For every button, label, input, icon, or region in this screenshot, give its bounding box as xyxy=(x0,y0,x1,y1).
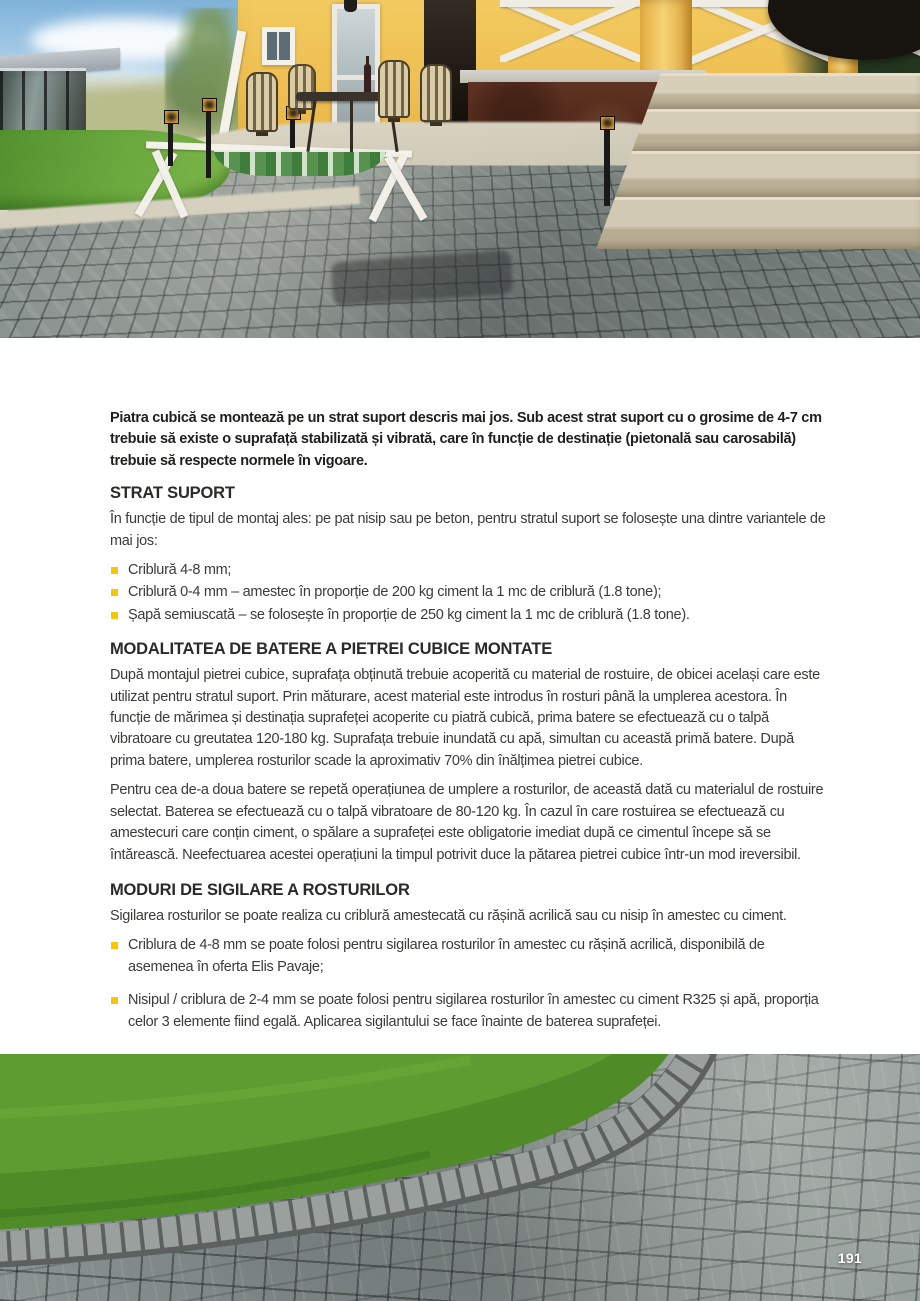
step xyxy=(596,197,920,249)
bullet-square-icon xyxy=(111,567,118,574)
bullet-square-icon xyxy=(111,589,118,596)
porch-column xyxy=(640,0,692,80)
section-paragraph: După montajul pietrei cubice, suprafața obținută trebuie acoperită cu material de rostuire, de obicei același care este utilizat pentru stratul suport. Prin măturare, acest material este introdus în rosturi până la umplerea acestora. În funcție de mărimea și destinația suprafeței acoperite cu piatră cubică, prima batere se efectuează cu o talpă vibratoare cu greutatea 120-180 kg. Suprafața trebuie inundată cu apă, simultan cu această primă batere. După prima batere, umplerea rosturilor scade la aproximativ 70% din înălțimea pietrei cubice. xyxy=(110,667,820,769)
bullet-text: Nisipul / criblura de 2-4 mm se poate folosi pentru sigilarea rosturilor în amestec cu ciment R325 și apă, proporția celor 3 elemente fiind egală. Aplicarea sigilantului se face înainte de baterea suprafeței. xyxy=(128,992,819,1030)
patio-chair xyxy=(420,64,452,122)
section-title: MODALITATEA DE BATERE A PIETREI CUBICE MONTATE xyxy=(110,640,553,659)
bullet-square-icon xyxy=(111,942,118,949)
bollard-lamp-icon xyxy=(206,110,211,178)
section-title: STRAT SUPORT xyxy=(110,484,235,503)
bollard-lamp-icon xyxy=(168,122,173,166)
section-paragraph: Pentru cea de-a doua batere se repetă operațiunea de umplere a rosturilor, de această dată cu materialul de rostuire selectat. Baterea se efectuează cu o talpă vibratoare de 80-120 kg. În cazul în care rostuirea se efectuează cu amestecuri care conțin ciment, o spălare a suprafeței este obligatorie imediat după ce cimentul începe să se întărească. Neefectuarea acestei operațiuni la timpul potrivit duce la pătarea pietrei cubice într-un mod ireversibil. xyxy=(110,782,824,863)
section-paragraph: În funcție de tipul de montaj ales: pe pat nisip sau pe beton, pentru stratul suport se folosește una dintre variantele de mai jos: xyxy=(110,511,826,549)
patio-chair xyxy=(246,72,278,132)
list-item xyxy=(110,605,830,626)
bullet-text: Criblura de 4-8 mm se poate folosi pentru sigilarea rosturilor în amestec cu rășină acrilică, disponibilă de asemenea în oferta Elis Pavaje; xyxy=(128,937,765,975)
bollard-lamp-icon xyxy=(604,128,610,206)
section-paragraph: Sigilarea rosturilor se poate realiza cu criblură amestecată cu rășină acrilică sau cu nisip în amestec cu ciment. xyxy=(110,907,787,924)
bullet-text: Criblură 0-4 mm – amestec în proporție de 200 kg ciment la 1 mc de criblură (1.8 tone); xyxy=(128,584,662,601)
bullet-text: Criblură 4-8 mm; xyxy=(128,562,232,579)
bullet-text: Șapă semiuscată – se folosește în proporție de 250 kg ciment la 1 mc de criblură (1.8 tone). xyxy=(128,606,690,623)
photo-top-patio xyxy=(0,0,920,338)
bullet-square-icon xyxy=(111,997,118,1004)
railing-top-rail xyxy=(500,0,642,7)
section-moduri-de-sigilare xyxy=(110,880,830,1033)
list-item xyxy=(110,935,830,978)
bullet-list xyxy=(110,935,830,1033)
page-number: 191 xyxy=(837,1250,862,1266)
greenhouse xyxy=(0,68,86,136)
hammock xyxy=(214,150,386,176)
house-door xyxy=(332,4,380,132)
grass-and-border-graphic xyxy=(0,1054,920,1301)
list-item xyxy=(110,560,830,581)
photo-bottom-paving xyxy=(0,1054,920,1301)
bullet-list xyxy=(110,560,830,626)
intro-paragraph: Piatra cubică se montează pe un strat suport descris mai jos. Sub acest strat suport cu o grosime de 4-7 cm trebuie să existe o suprafață stabilizată și vibrată, care în funcție de destinație (pietonală sau carosabilă) trebuie să respecte normele în vigoare. xyxy=(110,410,822,469)
wall-lamp-icon xyxy=(344,0,357,12)
patio-chair xyxy=(378,60,410,118)
section-title: MODURI DE SIGILARE A ROSTURILOR xyxy=(110,880,410,899)
page-content xyxy=(110,338,830,1033)
house-window xyxy=(262,27,295,65)
list-item xyxy=(110,990,830,1033)
bullet-square-icon xyxy=(111,612,118,619)
table-leg xyxy=(350,100,353,152)
step xyxy=(596,151,920,197)
wine-bottle xyxy=(364,64,371,92)
porch-railing xyxy=(500,0,642,62)
section-modalitatea-de-batere xyxy=(110,639,830,866)
patio-chair xyxy=(288,64,316,110)
bollard-lamp-icon xyxy=(290,118,295,148)
list-item xyxy=(110,582,830,603)
section-strat-suport xyxy=(110,483,830,626)
